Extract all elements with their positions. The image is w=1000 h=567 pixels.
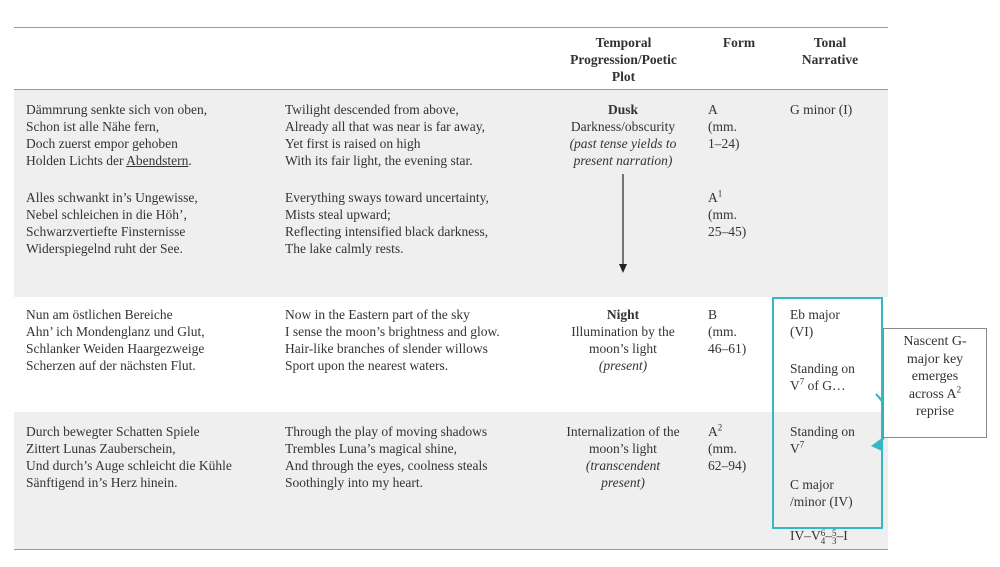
english-stanza-2: Everything sways toward uncertainty, Mists steal upward; Reflecting intensified black darkness, The lake calmly rests. [285,190,489,256]
german-stanza-2: Alles schwankt in’s Ungewisse, Nebel schleichen in die Höh’, Schwarzvertiefte Finsternisse Widerspiegelnd ruht der See. [26,190,198,256]
german-stanza-1: Dämmrung senkte sich von oben, Schon ist alle Nähe fern, Doch zuerst empor gehoben Holden Lichts der Abendstern. [26,102,208,168]
tonal-c-major-minor: C major /minor (IV) [790,477,853,509]
annotation-callout: Nascent G- major key emerges across $A^2$ reprise [883,328,987,438]
time-arrow-icon [615,172,631,276]
english-stanza-1: Twilight descended from above, Already all that was near is far away, Yet first is raised on high With its fair light, the evening star. [285,102,486,168]
form-a1: $A^1$ (mm. 25–45) [708,188,747,239]
form-a2: $A^2$ (mm. 62–94) [708,422,747,473]
german-stanza-4: Durch bewegter Schatten Spiele Zittert Lunas Zauberschein, Und durch’s Auge schleicht die Kühle Sänftigend in’s Herz hinein. [26,424,232,490]
plot-dusk: Dusk Darkness/obscurity (past tense yields to present narration) [569,102,677,168]
tonal-g-minor: G minor (I) [790,102,853,117]
tonal-standing-v7-of-g: Standing on $V^7$ of G… [790,361,855,393]
header-tonal: Tonal Narrative [801,35,859,67]
plot-night: Night Illumination by the moon’s light (present) [571,307,675,373]
tonal-eb-major: Eb major (VI) [790,307,840,339]
header-temporal: Temporal Progression/Poetic Plot [570,35,677,84]
german-stanza-3: Nun am östlichen Bereiche Ahn’ ich Mondenglanz und Glut, Schlanker Weiden Haargezweige Scherzen auf der nächsten Flut. [26,307,205,373]
plot-internalization: Internalization of the moon’s light (transcendent present) [566,424,680,490]
english-stanza-3: Now in the Eastern part of the sky I sense the moon’s brightness and glow. Hair-like branches of slender willows Sport upon the nearest waters. [285,307,500,373]
table-top-rule [14,27,888,28]
tonal-standing-v7: Standing on $V^7$ [790,424,855,456]
english-stanza-4: Through the play of moving shadows Trembles Luna’s magical shine, And through the eyes, coolness steals Soothingly into my heart. [285,424,488,490]
header-form: Form [722,35,756,50]
form-a: A (mm. 1–24) [708,102,740,151]
form-b: B (mm. 46–61) [708,307,747,356]
cadence-formula: IV–V 6 4 – 5 3 –I [790,527,848,546]
table-bottom-rule [14,549,888,550]
